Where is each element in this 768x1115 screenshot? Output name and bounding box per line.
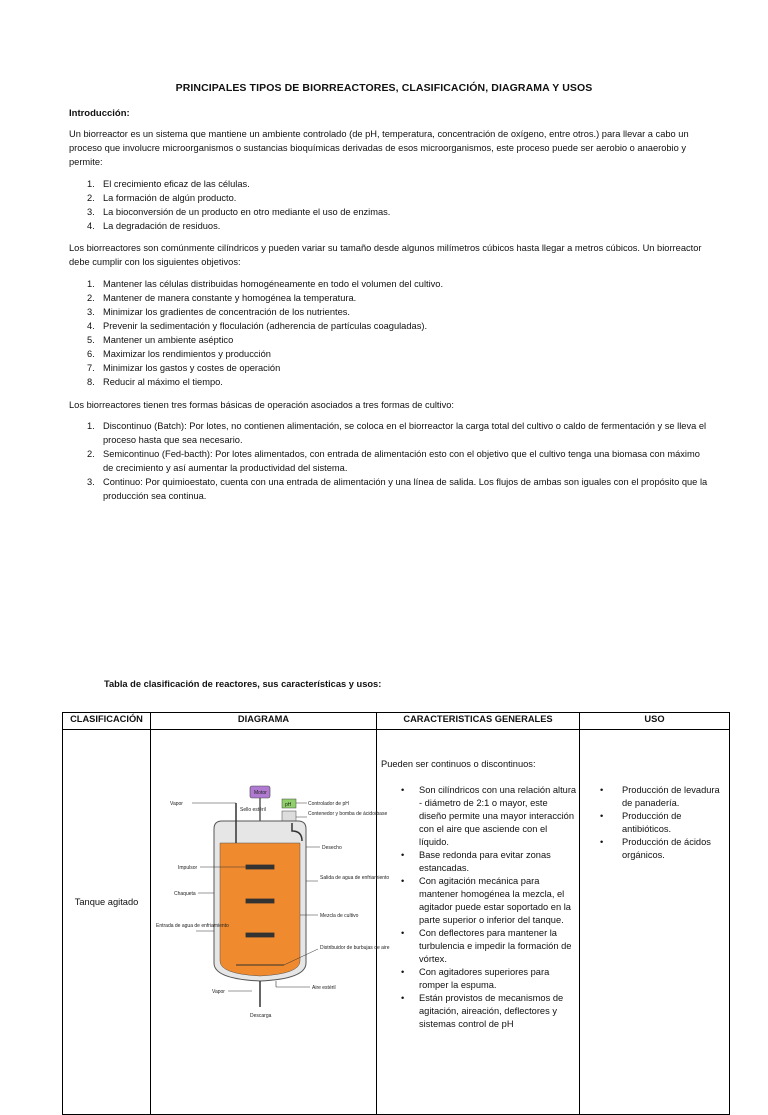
table-caption: Tabla de clasificación de reactores, sus características y usos: <box>104 679 382 689</box>
intro-paragraph-2: Los biorreactores son comúnmente cilíndricos y pueden variar su tamaño desde algunos milímetros cúbicos hasta llegar a metros cúbicos. Un biorreactor debe cumplir con los siguientes objetivos: <box>69 243 702 267</box>
list-item: • Producción de levadura de panadería. <box>582 784 727 810</box>
features-intro: Pueden ser continuos o discontinuos: <box>381 759 536 769</box>
table-row <box>63 730 730 1115</box>
list-item: • Producción de antibióticos. <box>582 810 727 836</box>
list-item: 3. La bioconversión de un producto en otro mediante el uso de enzimas. <box>87 207 391 217</box>
header-caracteristicas: CARACTERISTICAS GENERALES <box>377 713 580 730</box>
list-item: • Son cilíndricos con una relación altura - diámetro de 2:1 o mayor, este diseño permite una mayor interacción con el aire que asciende con el líquido. <box>381 784 577 849</box>
classification-table <box>62 712 730 1115</box>
label-vapor-bottom: Vapor <box>212 989 225 995</box>
label-entrada-agua: Entrada de agua de enfriamiento <box>156 923 229 929</box>
reactor-name: Tanque agitado <box>74 897 139 907</box>
culture-fill <box>220 843 300 976</box>
intro-heading: Introducción: <box>69 108 130 119</box>
features-list <box>381 784 577 1031</box>
label-descarga: Descarga <box>250 1013 272 1019</box>
intro-paragraph-1: Un biorreactor es un sistema que mantiene un ambiente controlado (de pH, temperatura, concentración de oxígeno, entre otros.) para llevar a cabo un proceso que involucre microorganismos o sustancias bioquímicas derivadas de esos microorganismos, este proceso puede ser aerobio o anaerobio y permite: <box>69 129 689 167</box>
uses-list <box>582 784 727 862</box>
cell-diagram <box>151 730 390 1115</box>
list-item: 4. Prevenir la sedimentación y floculación (adherencia de partículas coaguladas). <box>87 321 428 331</box>
list-item: • Base redonda para evitar zonas estancadas. <box>381 849 577 875</box>
list-item: 3. Minimizar los gradientes de concentración de los nutrientes. <box>87 307 351 317</box>
label-mezcla: Mezcla de cultivo <box>320 913 359 919</box>
label-chaqueta: Chaqueta <box>174 891 196 897</box>
list-item: • Con deflectores para mantener la turbulencia e impedir la formación de vórtex. <box>381 927 577 966</box>
list-objectives <box>69 277 709 389</box>
intro-paragraph-3: Los biorreactores tienen tres formas básicas de operación asociados a tres formas de cultivo: <box>69 400 454 410</box>
list-item: 1. Mantener las células distribuidas homogéneamente en todo el volumen del cultivo. <box>87 279 444 289</box>
list-functions <box>69 177 709 233</box>
label-desecho: Desecho <box>322 845 342 851</box>
list-item: 2. Semicontinuo (Fed-bacth): Por lotes alimentados, con entrada de alimentación esto con el objetivo que el cultivo tenga una biomasa con máximo de crecimiento y así aumentar la productividad del sistema. <box>87 449 700 473</box>
list-item: 1. Discontinuo (Batch): Por lotes, no contienen alimentación, se coloca en el biorreactor la carga total del cultivo o caldo de fermentación y se lleva el proceso hasta que sea necesario. <box>87 421 707 445</box>
list-item: 1. El crecimiento eficaz de las células. <box>87 179 250 189</box>
cell-features <box>377 730 580 1115</box>
list-item: • Con agitadores superiores para romper la espuma. <box>381 966 577 992</box>
label-motor: Motor <box>254 790 267 796</box>
list-item: • Están provistos de mecanismos de agitación, aireación, deflectores y sistemas control de pH <box>381 992 577 1031</box>
label-impulsor: Impulsor <box>178 865 198 871</box>
cell-classification <box>63 730 151 1115</box>
list-item: 4. La degradación de residuos. <box>87 221 221 231</box>
header-diagrama: DIAGRAMA <box>151 713 377 730</box>
cell-uses <box>580 730 730 1115</box>
header-clasificacion: CLASIFICACIÓN <box>63 713 151 730</box>
label-vapor-top: Vapor <box>170 801 183 807</box>
page-title: PRINCIPALES TIPOS DE BIORREACTORES, CLASIFICACIÓN, DIAGRAMA Y USOS <box>175 82 593 94</box>
list-item: 6. Maximizar los rendimientos y producción <box>87 349 271 359</box>
label-sello: Sello estéril <box>240 807 266 813</box>
table-header-row <box>63 713 730 730</box>
label-aire: Aire estéril <box>312 985 336 991</box>
list-item: 8. Reducir al máximo el tiempo. <box>87 377 223 387</box>
list-operation-modes <box>69 419 709 503</box>
list-item: 2. La formación de algún producto. <box>87 193 237 203</box>
header-uso: USO <box>580 713 730 730</box>
label-contenedor: Contenedor y bomba de ácido/base <box>308 811 388 817</box>
list-item: 2. Mantener de manera constante y homogénea la temperatura. <box>87 293 357 303</box>
list-item: • Con agitación mecánica para mantener homogénea la mezcla, el agitador puede estar soportado en la parte superior o inferior del tanque. <box>381 875 577 927</box>
list-item: 5. Mantener un ambiente aséptico <box>87 335 234 345</box>
label-ph: pH <box>285 802 292 808</box>
label-salida-agua: Salida de agua de enfriamiento <box>320 875 390 881</box>
list-item: 3. Continuo: Por quimioestato, cuenta con una entrada de alimentación y una línea de salida. Los flujos de ambas son iguales con el propósito que la producción sea continua. <box>87 477 708 501</box>
list-item: 7. Minimizar los gastos y costes de operación <box>87 363 281 373</box>
bioreactor-diagram <box>152 781 390 1031</box>
list-item: • Producción de ácidos orgánicos. <box>582 836 727 862</box>
label-distribuidor: Distribuidor de burbujas de aire <box>320 945 390 951</box>
label-controlador: Controlador de pH <box>308 801 349 807</box>
